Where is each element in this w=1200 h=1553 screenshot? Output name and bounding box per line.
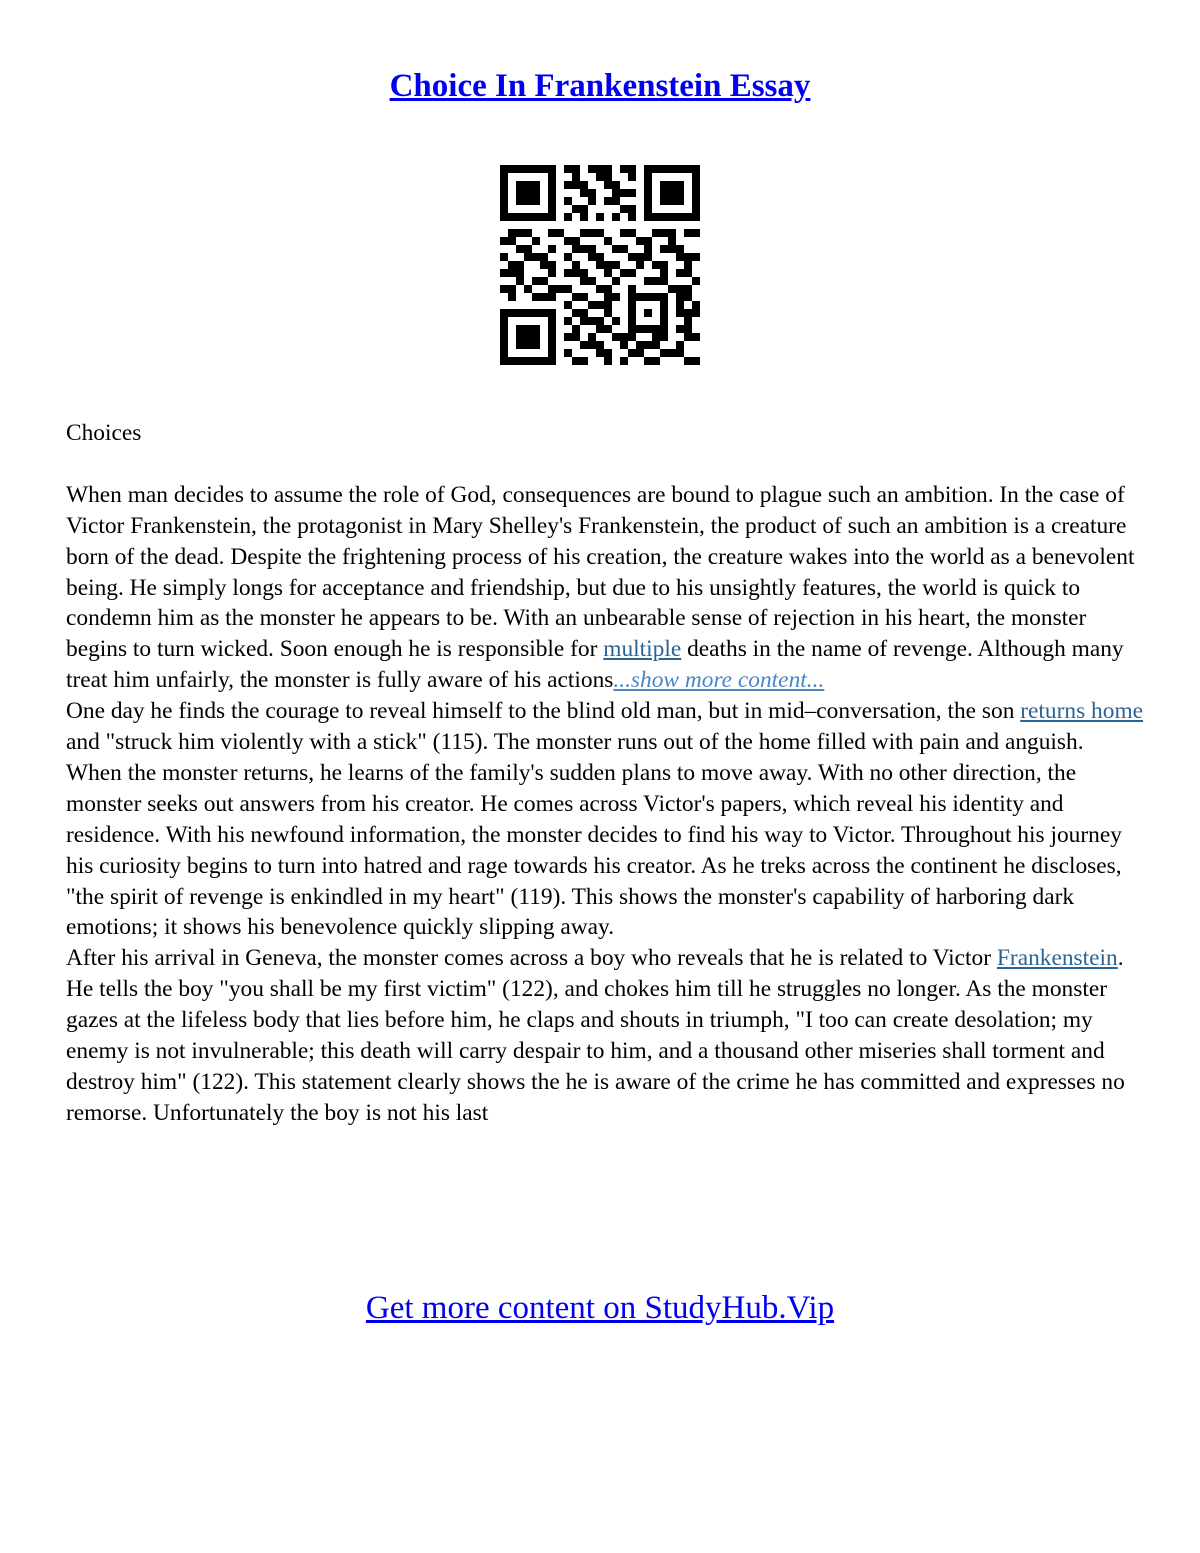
paragraph-3: When the monster returns, he learns of the family's sudden plans to move away. With no other direction, the monster seeks out answers from his creator. He comes across Victor's papers, which reveal his identity and residence. With his newfound information, the monster decides to find his way to Victor. Throughout his journey his curiosity begins to turn into hatred and rage towards his creator. As he treks across the continent he discloses, "the spirit of revenge is enkindled in my heart" (119). This shows the monster's capability of harboring dark emotions; it shows his benevolence quickly slipping away.	[66, 759, 1122, 941]
paragraph-4-text-b: . He tells the boy "you shall be my first victim" (122), and chokes him till he struggles no longer. As the monster gazes at the lifeless body that lies before him, he claps and shouts in triumph, "I too can create desolation; my enemy is not invulnerable; this death will carry despair to him, and a thousand other miseries shall torment and destroy him" (122). This statement clearly shows the he is aware of the crime he has committed and expresses no remorse. Unfortunately the boy is not his last	[66, 945, 1125, 1126]
paragraph-1	[66, 480, 1146, 696]
essay-heading: Choices	[66, 420, 142, 446]
link-frankenstein[interactable]: Frankenstein	[996, 945, 1118, 972]
link-returns-home[interactable]: returns home	[1020, 698, 1144, 725]
paragraph-4	[66, 943, 1146, 1128]
footer	[0, 1286, 1200, 1330]
title-link[interactable]: Choice In Frankenstein Essay	[389, 68, 811, 104]
page-title	[0, 64, 1200, 108]
essay-body	[66, 418, 1146, 1129]
qr-code-icon	[500, 165, 700, 365]
paragraph-2	[66, 696, 1146, 758]
link-multiple[interactable]: multiple	[603, 636, 682, 663]
paragraph-2-text-b: and "struck him violently with a stick" (115). The monster runs out of the home filled with pain and anguish.	[66, 729, 1084, 756]
show-more-link[interactable]: ...show more content...	[613, 667, 825, 694]
paragraph-1-text-a: When man decides to assume the role of God, consequences are bound to plague such an ambition. In the case of Victor Frankenstein, the protagonist in Mary Shelley's Frankenstein, the product of such an ambition is a creature born of the dead. Despite the frightening process of his creation, the creature wakes into the world as a benevolent being. He simply longs for acceptance and friendship, but due to his unsightly features, the world is quick to condemn him as the monster he appears to be. With an unbearable sense of rejection in his heart, the monster begins to turn wicked. Soon enough he is responsible for	[66, 481, 1135, 663]
get-more-content-link[interactable]: Get more content on StudyHub.Vip	[365, 1290, 835, 1326]
paragraph-4-text-a: After his arrival in Geneva, the monster comes across a boy who reveals that he is related to Victor	[66, 945, 997, 972]
paragraph-2-text-a: One day he finds the courage to reveal himself to the blind old man, but in mid–conversation, the son	[66, 698, 1021, 725]
paragraph-1-text-b: deaths in the name of revenge. Although many treat him unfairly, the monster is fully aware of his actions	[66, 636, 1124, 694]
